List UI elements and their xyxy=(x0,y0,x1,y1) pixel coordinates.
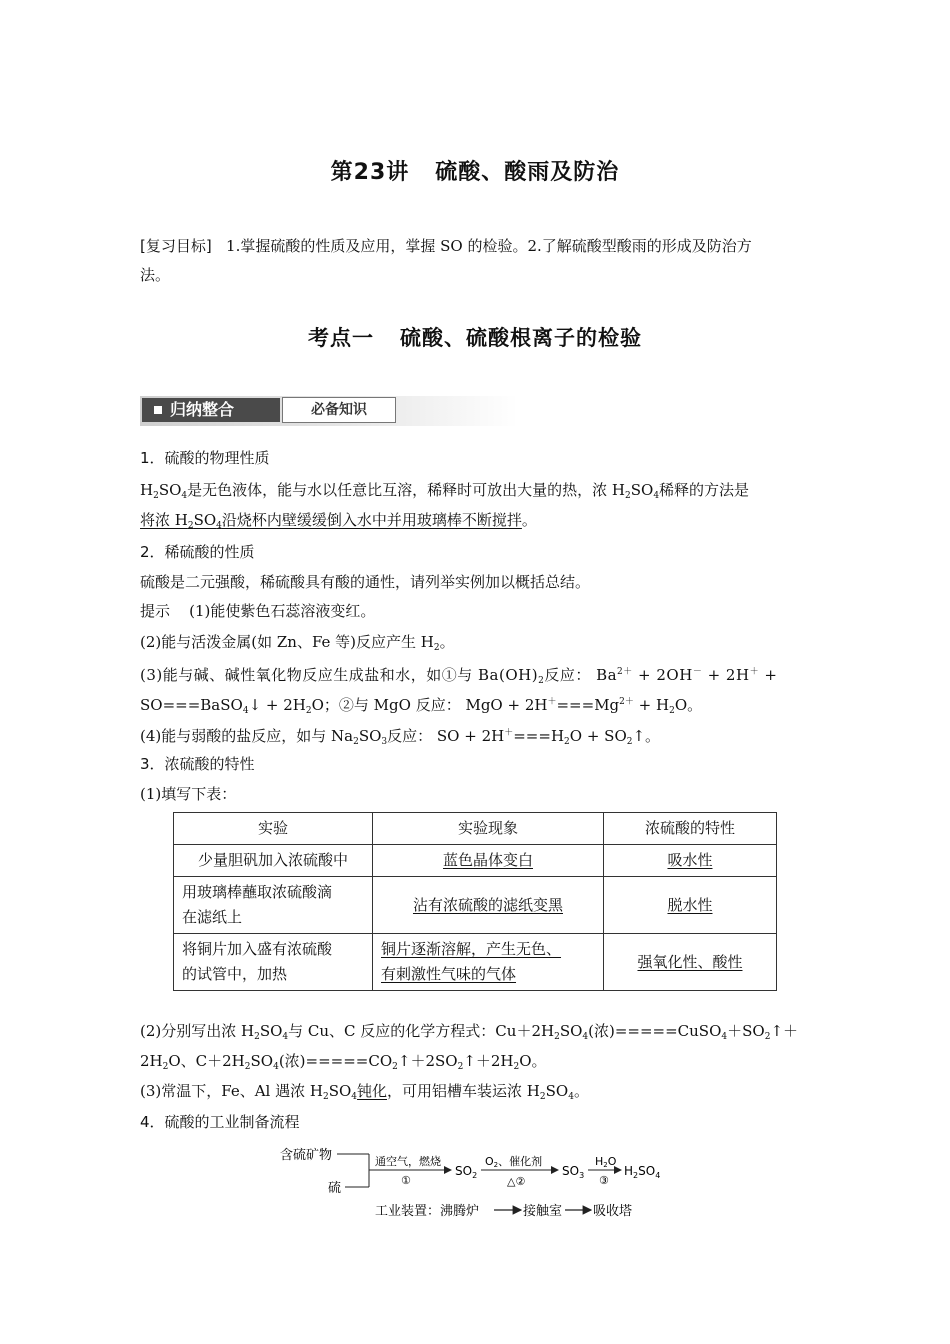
table-cell: 脱水性 xyxy=(604,877,777,934)
equipment-furnace: 工业装置：沸腾炉 xyxy=(375,1204,480,1219)
table-cell: 强氧化性、酸性 xyxy=(604,934,777,991)
table-header: 实验 xyxy=(174,813,373,845)
lecture-number: 第23讲 xyxy=(330,160,410,185)
equipment-absorption-tower: 吸收塔 xyxy=(593,1204,633,1219)
goal-text-line1: 1.掌握硫酸的性质及应用，掌握 SO 的检验。2.了解硫酸型酸雨的形成及防治方 xyxy=(226,237,752,255)
experiment-table xyxy=(173,812,777,991)
equation-line2: $2H_2O$、$C+2H_2SO_4$(浓)$=====CO_2↑+2SO_2↑+2H_2O$。 xyxy=(140,1052,547,1072)
step1-number: ① xyxy=(401,1174,411,1187)
heading-concentrated-acid xyxy=(140,753,812,775)
source-sulfur: 硫 xyxy=(328,1181,342,1196)
source-mineral: 含硫矿物 xyxy=(280,1148,333,1163)
banner-left xyxy=(142,398,280,422)
dilution-method: 将浓 $H_2SO_4$沿烧杯内壁缓缓倒入水中并用玻璃棒不断搅拌。 xyxy=(140,511,537,531)
page-title xyxy=(0,155,950,186)
step3-condition: H2O xyxy=(595,1155,617,1169)
step3-number: ③ xyxy=(599,1174,609,1187)
square-icon xyxy=(154,406,162,414)
hint-line1: 提示 (1)能使紫色石蕊溶液变红。 xyxy=(140,602,376,620)
passivation-line: (3)常温下，Fe、Al 遇浓 $H_2SO_4$钝化，可用铝槽车装运浓 $H_2SO_4$。 xyxy=(140,1082,589,1102)
table-row xyxy=(174,934,777,991)
step1-condition: 通空气，燃烧 xyxy=(375,1155,441,1168)
heading-text: 3．浓硫酸的特性 xyxy=(140,755,255,773)
table-cell: 蓝色晶体变白 xyxy=(373,845,604,877)
table-row xyxy=(174,845,777,877)
heading-text: 4．硫酸的工业制备流程 xyxy=(140,1113,300,1131)
so2-label: $SO_2$ xyxy=(455,1164,478,1180)
banner-right xyxy=(282,397,396,423)
hint-line2: (2)能与活泼金属(如 Zn、Fe 等)反应产生 $H_2$。 xyxy=(140,633,455,653)
table-row xyxy=(174,877,777,934)
table-cell: 吸水性 xyxy=(604,845,777,877)
knowledge-banner xyxy=(140,396,518,426)
hint-label: 提示 xyxy=(140,602,171,620)
banner-right-label: 必备知识 xyxy=(311,402,367,418)
table-cell: 用玻璃棒蘸取浓硫酸滴 在滤纸上 xyxy=(174,877,373,934)
equipment-contact-chamber: 接触室 xyxy=(523,1204,563,1219)
section-number: 考点一 xyxy=(308,326,374,350)
table-cell: 将铜片加入盛有浓硫酸 的试管中，加热 xyxy=(174,934,373,991)
goal-text-line2: 法。 xyxy=(140,266,171,284)
flow-svg xyxy=(275,1140,695,1230)
so3-label: $SO_3$ xyxy=(562,1164,585,1180)
fill-table-instruction: (1)填写下表： xyxy=(140,785,237,803)
table-header: 实验现象 xyxy=(373,813,604,845)
step2-number: △② xyxy=(507,1175,526,1188)
heading-dilute-acid xyxy=(140,541,812,563)
table-cell: 沾有浓硫酸的滤纸变黑 xyxy=(373,877,604,934)
lecture-topic: 硫酸、酸雨及防治 xyxy=(435,160,620,185)
section-topic: 硫酸、硫酸根离子的检验 xyxy=(400,326,642,350)
heading-text: 2．稀硫酸的性质 xyxy=(140,543,255,561)
heading-physical-properties xyxy=(140,447,812,469)
section-heading xyxy=(0,322,950,352)
dilute-acid-intro: 硫酸是二元强酸，稀硫酸具有酸的通性，请列举实例加以概括总结。 xyxy=(140,573,591,591)
industrial-flow-diagram xyxy=(275,1140,695,1230)
hint-line5: (4)能与弱酸的盐反应，如与 $Na_2SO_3$反应： SO + $2H^+===H_2O$ + $SO_2↑$。 xyxy=(140,727,661,747)
step2-condition: O2、催化剂 xyxy=(485,1155,543,1169)
table-cell: 铜片逐渐溶解，产生无色、 有刺激性气味的气体 xyxy=(373,934,604,991)
physical-properties-text: $H_2SO_4$是无色液体，能与水以任意比互溶，稀释时可放出大量的热，浓 $H_2SO_4$稀释的方法是 xyxy=(140,481,750,501)
heading-text: 1．硫酸的物理性质 xyxy=(140,449,270,467)
table-header: 浓硫酸的特性 xyxy=(604,813,777,845)
banner-left-label: 归纳整合 xyxy=(170,400,235,419)
hint-line3: (3)能与碱、碱性氧化物反应生成盐和水，如①与 $Ba(OH)_2$反应： $Ba^{2+} + 2OH^- + 2H^+$ + xyxy=(140,666,778,686)
review-goals xyxy=(140,232,812,290)
goal-tag: [复习目标] xyxy=(140,237,212,255)
equation-line1: (2)分别写出浓 $H_2SO_4$与 Cu、C 反应的化学方程式：$Cu+2H_2SO_4$(浓)$=====CuSO_4+SO_2↑+$ xyxy=(140,1022,799,1042)
h2so4-label: $H_2SO_4$ xyxy=(624,1164,661,1180)
passivation-answer: 钝化 xyxy=(357,1082,388,1100)
heading-industrial-process xyxy=(140,1111,812,1133)
table-header-row xyxy=(174,813,777,845)
table-cell: 少量胆矾加入浓硫酸中 xyxy=(174,845,373,877)
hint-line4: SO===BaSO$_4$↓ + $2H_2O$；②与 MgO 反应： MgO + $2H^+===Mg^{2+} + H_2O$。 xyxy=(140,696,703,716)
